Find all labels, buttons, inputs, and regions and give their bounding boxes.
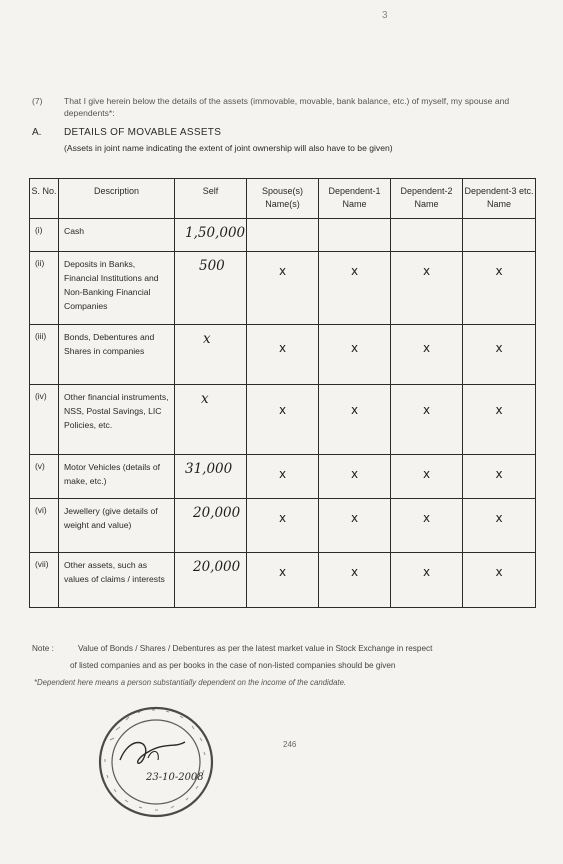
row-sno: (iv) (30, 385, 59, 455)
row-sno: (i) (30, 219, 59, 252)
row-dependent-1-value: x (350, 341, 359, 355)
section-letter: A. (32, 127, 42, 138)
row-dependent-3-cell (463, 553, 536, 608)
dependent-footnote: *Dependent here means a person substantially dependent on the income of the candidate. (34, 678, 347, 687)
row-self-value: 31,000 (185, 461, 233, 477)
row-dependent-1-cell (319, 455, 391, 499)
row-spouse-cell (247, 455, 319, 499)
row-dependent-1-cell (319, 252, 391, 325)
row-spouse-cell (247, 252, 319, 325)
row-self-value: 20,000 (193, 559, 241, 575)
row-dependent-2-cell (391, 553, 463, 608)
row-dependent-3-value: x (495, 403, 503, 417)
row-dependent-3-value: x (495, 467, 503, 481)
row-spouse-value: x (278, 341, 287, 355)
header-self: Self (175, 179, 247, 219)
row-description: Bonds, Debentures and Shares in companies (59, 325, 175, 385)
table-row (30, 455, 536, 499)
row-dependent-3-cell (463, 455, 536, 499)
page-number: 246 (283, 740, 297, 749)
row-dependent-1-value: x (350, 403, 359, 417)
row-self-value: 1,50,000 (185, 225, 246, 241)
header-dependent-2: Dependent-2 Name (391, 179, 463, 219)
row-spouse-value: x (278, 264, 287, 278)
row-dependent-2-value: x (422, 565, 431, 579)
row-dependent-1-value: x (350, 511, 359, 525)
row-dependent-3-value: x (495, 341, 503, 355)
row-dependent-1-cell (319, 219, 391, 252)
row-dependent-1-cell (319, 499, 391, 553)
row-self-value: 500 (199, 258, 225, 274)
header-spouse: Spouse(s) Name(s) (247, 179, 319, 219)
page-marker: 3 (382, 10, 388, 21)
row-dependent-1-value: x (350, 565, 359, 579)
row-self-cell (175, 325, 247, 385)
row-spouse-cell (247, 325, 319, 385)
row-dependent-1-value: x (350, 467, 359, 481)
row-dependent-1-cell (319, 385, 391, 455)
row-sno: (ii) (30, 252, 59, 325)
row-dependent-3-value: x (495, 264, 503, 278)
row-sno: (vii) (30, 553, 59, 608)
intro-text: That I give herein below the details of the assets (immovable, movable, bank balance, etc.) of myself, my spouse and dependents*: (64, 96, 510, 118)
row-dependent-1-cell (319, 325, 391, 385)
row-spouse-cell (247, 385, 319, 455)
table-row (30, 385, 536, 455)
row-dependent-2-value: x (422, 511, 431, 525)
row-description: Deposits in Banks, Financial Institutions and Non-Banking Financial Companies (59, 252, 175, 325)
row-self-cell (175, 553, 247, 608)
row-dependent-2-cell (391, 219, 463, 252)
row-sno: (vi) (30, 499, 59, 553)
section-title: DETAILS OF MOVABLE ASSETS (64, 127, 222, 138)
note-line-2: of listed companies and as per books in the case of non-listed companies should be given (70, 661, 396, 670)
row-dependent-2-value: x (422, 264, 431, 278)
row-dependent-2-cell (391, 499, 463, 553)
section-subtitle: (Assets in joint name indicating the extent of joint ownership will also have to be given) (64, 143, 393, 153)
row-dependent-2-cell (391, 252, 463, 325)
table-row (30, 219, 536, 252)
stamp-date: 23-10-2008 (146, 772, 204, 783)
row-dependent-3-cell (463, 252, 536, 325)
row-sno: (iii) (30, 325, 59, 385)
row-self-value: x (201, 391, 209, 407)
row-description: Other financial instruments, NSS, Postal Savings, LIC Policies, etc. (59, 385, 175, 455)
official-seal-stamp (90, 700, 225, 825)
row-dependent-3-cell (463, 325, 536, 385)
row-spouse-cell (247, 219, 319, 252)
note-line-1: Value of Bonds / Shares / Debentures as per the latest market value in Stock Exchange in respect (78, 644, 433, 653)
row-dependent-2-value: x (422, 403, 431, 417)
row-dependent-2-cell (391, 325, 463, 385)
row-self-cell (175, 499, 247, 553)
table-row (30, 553, 536, 608)
row-dependent-3-value: x (495, 565, 503, 579)
header-dependent-1: Dependent-1 Name (319, 179, 391, 219)
movable-assets-table (29, 178, 536, 608)
header-dependent-3: Dependent-3 etc. Name (463, 179, 536, 219)
row-spouse-value: x (278, 565, 287, 579)
table-row (30, 252, 536, 325)
row-self-cell (175, 219, 247, 252)
row-dependent-2-cell (391, 385, 463, 455)
row-dependent-2-value: x (422, 341, 431, 355)
row-spouse-cell (247, 499, 319, 553)
row-dependent-1-cell (319, 553, 391, 608)
row-description: Cash (59, 219, 175, 252)
table-row (30, 325, 536, 385)
row-dependent-2-value: x (422, 467, 431, 481)
row-description: Motor Vehicles (details of make, etc.) (59, 455, 175, 499)
intro-number: (7) (32, 96, 43, 106)
row-dependent-1-value: x (350, 264, 359, 278)
row-self-value: 20,000 (193, 505, 241, 521)
row-dependent-2-cell (391, 455, 463, 499)
table-row (30, 499, 536, 553)
note-label: Note : (32, 644, 54, 653)
row-self-cell (175, 455, 247, 499)
row-spouse-cell (247, 553, 319, 608)
row-sno: (v) (30, 455, 59, 499)
row-description: Other assets, such as values of claims / interests (59, 553, 175, 608)
row-spouse-value: x (278, 511, 287, 525)
header-sno: S. No. (30, 179, 59, 219)
row-dependent-3-cell (463, 499, 536, 553)
header-description: Description (59, 179, 175, 219)
row-spouse-value: x (278, 403, 287, 417)
row-spouse-value: x (278, 467, 287, 481)
table-header-row (30, 179, 536, 219)
row-self-value: x (203, 331, 211, 347)
row-self-cell (175, 385, 247, 455)
row-dependent-3-value: x (495, 511, 503, 525)
row-self-cell (175, 252, 247, 325)
row-description: Jewellery (give details of weight and value) (59, 499, 175, 553)
row-dependent-3-cell (463, 385, 536, 455)
row-dependent-3-cell (463, 219, 536, 252)
